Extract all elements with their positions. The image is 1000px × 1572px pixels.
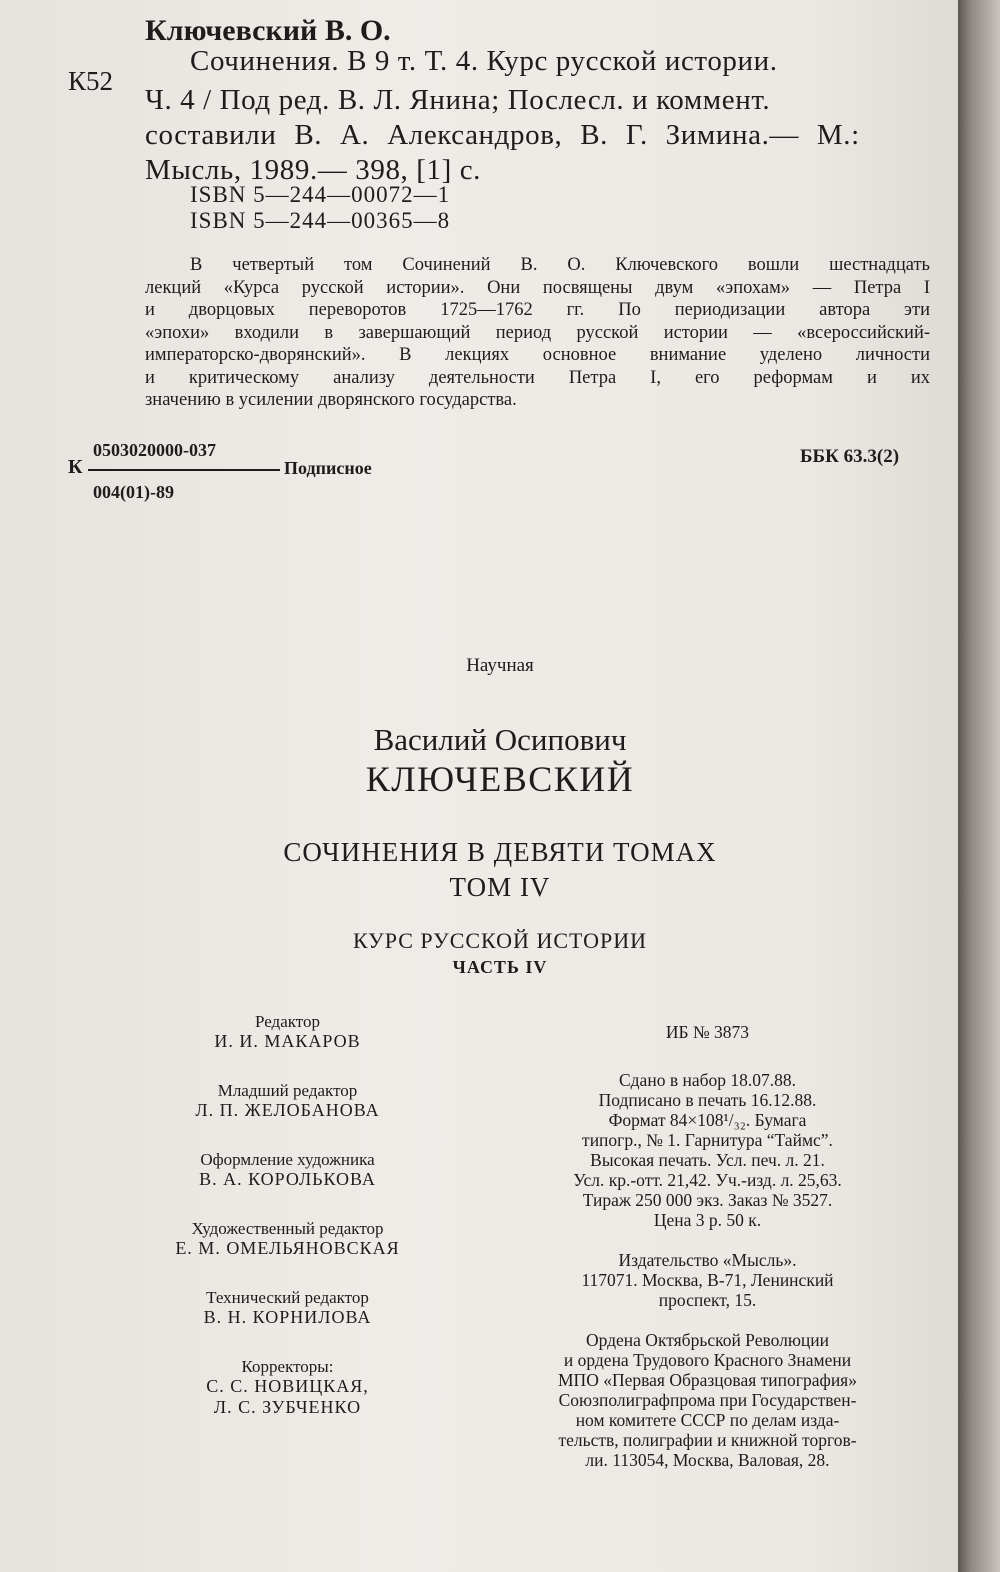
- staff-role: Художественный редактор: [191, 1219, 384, 1238]
- print-data-line: Подписано в печать 16.12.88.: [598, 1090, 817, 1110]
- publisher-line: проспект, 15.: [658, 1290, 757, 1310]
- print-data-line: Цена 3 р. 50 к.: [653, 1210, 762, 1230]
- citation-line: составили В. А. Александров, В. Г. Зимина.— М.:: [145, 119, 860, 151]
- printer-line: Ордена Октябрьской Революции: [585, 1330, 830, 1350]
- subscription-label: Подписное: [284, 458, 372, 478]
- publication-details: [500, 1022, 915, 1490]
- index-denominator: 004(01)-89: [93, 482, 174, 502]
- ib-number: ИБ № 3873: [665, 1022, 750, 1042]
- annotation-line: и критическому анализу деятельности Петра I, его реформам и их: [145, 367, 930, 388]
- annotation-line: лекций «Курса русской истории». Они посвящены двум «эпохам» — Петра I: [145, 277, 930, 298]
- printer-line: МПО «Первая Образцовая типография»: [558, 1370, 857, 1390]
- staff-person: И. И. МАКАРОВ: [214, 1031, 361, 1051]
- genre-label: Научная: [466, 655, 534, 676]
- publisher-line: 117071. Москва, В-71, Ленинский: [581, 1270, 834, 1290]
- staff-group: [130, 1150, 445, 1190]
- print-data-line: Усл. кр.-отт. 21,42. Уч.-изд. л. 25,63.: [573, 1170, 842, 1190]
- staff-role: Младший редактор: [217, 1081, 358, 1100]
- citation-code: К52: [68, 66, 114, 96]
- bbk-code: ББК 63.3(2): [800, 446, 900, 467]
- citation-line: Сочинения. В 9 т. Т. 4. Курс русской истории.: [190, 45, 778, 77]
- annotation-line: «эпохи» входили в завершающий период русской истории — «всероссийский-: [145, 322, 930, 343]
- print-data-line: Формат 84×108¹/₃₂. Бумага: [608, 1110, 807, 1130]
- staff-group: [130, 1357, 445, 1418]
- print-data-line: Тираж 250 000 экз. Заказ № 3527.: [582, 1190, 833, 1210]
- course-title: КУРС РУССКОЙ ИСТОРИИ: [352, 928, 648, 953]
- staff-group: [130, 1219, 445, 1259]
- staff-group: [130, 1012, 445, 1052]
- publisher: [500, 1250, 915, 1310]
- annotation: [145, 254, 930, 412]
- citation-author: Ключевский В. О.: [145, 14, 391, 47]
- printer-line: Союзполиграфпрома при Государствен-: [558, 1390, 857, 1410]
- staff-person: В. Н. КОРНИЛОВА: [203, 1307, 372, 1327]
- author-name: Василий Осипович: [373, 722, 627, 757]
- author-surname: КЛЮЧЕВСКИЙ: [365, 759, 635, 799]
- staff-person: В. А. КОРОЛЬКОВА: [199, 1169, 376, 1189]
- printer-line: и ордена Трудового Красного Знамени: [563, 1350, 852, 1370]
- publisher-line: Издательство «Мысль».: [618, 1250, 797, 1270]
- index-letter: К: [68, 456, 83, 478]
- staff-person: Л. П. ЖЕЛОБАНОВА: [195, 1100, 380, 1120]
- staff-person: Е. М. ОМЕЛЬЯНОВСКАЯ: [175, 1238, 400, 1258]
- print-data-line: Высокая печать. Усл. печ. л. 21.: [590, 1150, 825, 1170]
- staff-role: Технический редактор: [206, 1288, 369, 1307]
- printer-line: ли. 113054, Москва, Валовая, 28.: [585, 1450, 830, 1470]
- staff-role: Редактор: [255, 1012, 320, 1031]
- printer-line: тельств, полиграфии и книжной торгов-: [558, 1430, 857, 1450]
- citation-line: Ч. 4 / Под ред. В. Л. Янина; Послесл. и коммент.: [145, 84, 771, 116]
- citation-line: Мысль, 1989.— 398, [1] с.: [145, 154, 482, 186]
- annotation-line: и дворцовых переворотов 1725—1762 гг. По периодизации автора эти: [145, 300, 930, 320]
- ib-number-block: [500, 1022, 915, 1042]
- index-fraction-rule: [88, 469, 280, 471]
- book-gutter-shadow: [958, 0, 1000, 1572]
- staff-group: [130, 1288, 445, 1328]
- staff-role: Корректоры:: [241, 1357, 334, 1376]
- annotation-line: императорско-дворянский». В лекциях основное внимание уделено личности: [145, 345, 930, 365]
- printer: [500, 1330, 915, 1470]
- index-numerator: 0503020000-037: [93, 440, 216, 460]
- print-data-line: Сдано в набор 18.07.88.: [618, 1070, 796, 1090]
- staff-role: Оформление художника: [200, 1150, 375, 1169]
- collection-title: СОЧИНЕНИЯ В ДЕВЯТИ ТОМАХ: [283, 837, 717, 867]
- annotation-line: В четвертый том Сочинений В. О. Ключевского вошли шестнадцать: [190, 255, 930, 275]
- print-data-line: типогр., № 1. Гарнитура “Таймс”.: [582, 1130, 833, 1150]
- printer-line: ном комитете СССР по делам изда-: [575, 1410, 840, 1430]
- staff-person: С. С. НОВИЦКАЯ,: [206, 1376, 369, 1396]
- staff-group: [130, 1081, 445, 1121]
- part-title: ЧАСТЬ IV: [452, 957, 548, 977]
- volume-title: ТОМ IV: [449, 872, 551, 902]
- staff-credits: [130, 1012, 445, 1447]
- staff-person: Л. С. ЗУБЧЕНКО: [213, 1397, 362, 1417]
- annotation-line: значению в усилении дворянского государства.: [145, 390, 517, 410]
- print-data: [500, 1070, 915, 1230]
- isbn: ISBN 5—244—00072—1: [190, 182, 451, 207]
- isbn: ISBN 5—244—00365—8: [190, 208, 451, 233]
